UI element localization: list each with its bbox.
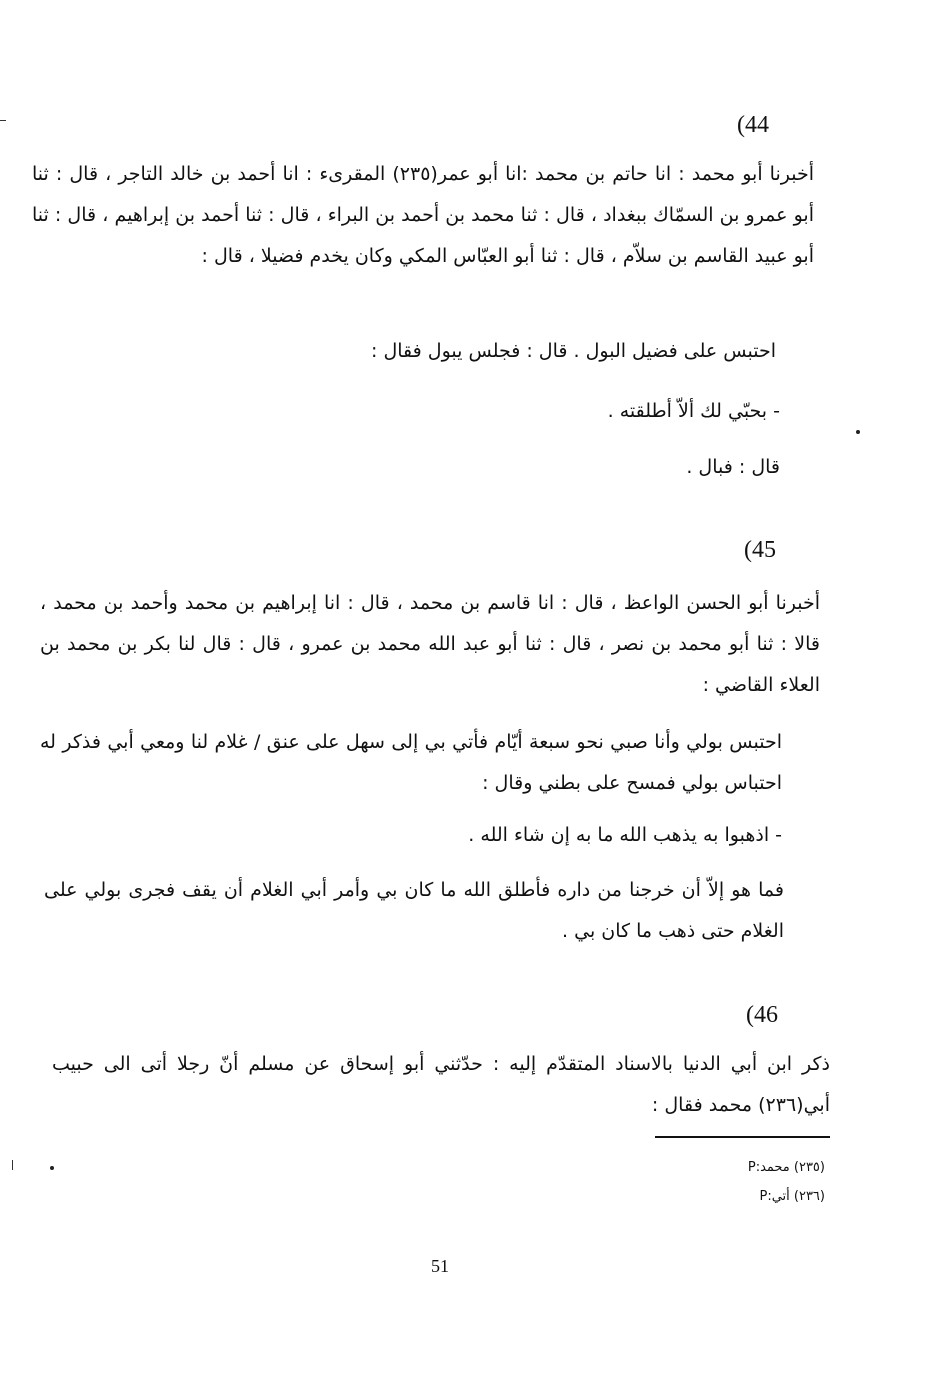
entry-45-text-2-content: فما هو إلاّ أن خرجنا من داره فأطلق الله ما كان بي وأمر أبي الغلام أن يقف فجرى بولي على الغلام حتى ذهب ما كان بي . — [44, 879, 784, 942]
entry-45-text-1 — [40, 722, 782, 804]
entry-number-45: (45 — [744, 537, 776, 563]
entry-44-isnad — [32, 154, 814, 277]
scan-mark — [0, 120, 6, 121]
entry-number-46: (46 — [746, 1002, 778, 1028]
entry-number-44: (44 — [737, 112, 769, 138]
entry-45-text-2 — [44, 870, 784, 952]
entry-45-quote: - اذهبوا به يذهب الله ما به إن شاء الله . — [468, 824, 782, 846]
footnote-separator — [655, 1136, 830, 1138]
entry-44-line-3: قال : فبال . — [686, 456, 780, 478]
page-number: 51 — [431, 1256, 449, 1276]
scan-speck — [856, 430, 860, 434]
entry-46-text — [52, 1044, 830, 1126]
entry-45-isnad — [40, 583, 820, 706]
entry-45-isnad-text: أخبرنا أبو الحسن الواعظ ، قال : انا قاسم بن محمد ، قال : انا إبراهيم بن محمد وأحمد بن محمد ، قالا : ثنا أبو محمد بن نصر ، قال : ثنا أبو عبد الله محمد بن عمرو ، قال : قال لنا بكر بن محمد بن العلاء القاضي : — [40, 592, 820, 696]
footnote-235: (٢٣٥) محمد:P — [747, 1160, 825, 1175]
entry-46-text-content: ذكر ابن أبي الدنيا بالاسناد المتقدّم إليه : حدّثني أبو إسحاق عن مسلم أنّ رجلا أتى الى حبيب أبي(٢٣٦) محمد فقال : — [52, 1053, 830, 1116]
scan-speck — [50, 1166, 54, 1170]
entry-44-line-2: - بحبّي لك ألاّ أطلقته . — [607, 400, 780, 422]
entry-45-text-1-content: احتبس بولي وأنا صبي نحو سبعة أيّام فأتي بي إلى سهل على عنق / غلام لنا ومعي أبي فذكر له احتباس بولي فمسح على بطني وقال : — [40, 731, 782, 794]
entry-44-isnad-text: أخبرنا أبو محمد : انا حاتم بن محمد :انا أبو عمر(٢٣٥) المقرىء : انا أحمد بن خالد التاجر ، قال : ثنا أبو عمرو بن السمّاك ببغداد ، قال : ثنا محمد بن أحمد بن البراء ، قال : ثنا أحمد بن إبراهيم ، قال : ثنا أبو عبيد القاسم بن سلاّم ، قال : ثنا أبو العبّاس المكي وكان يخدم فضيلا ، قال : — [32, 163, 814, 267]
scan-mark — [12, 1160, 13, 1170]
entry-44-line-1: احتبس على فضيل البول . قال : فجلس يبول فقال : — [371, 340, 776, 362]
footnote-236: (٢٣٦) أتي:P — [759, 1189, 825, 1204]
